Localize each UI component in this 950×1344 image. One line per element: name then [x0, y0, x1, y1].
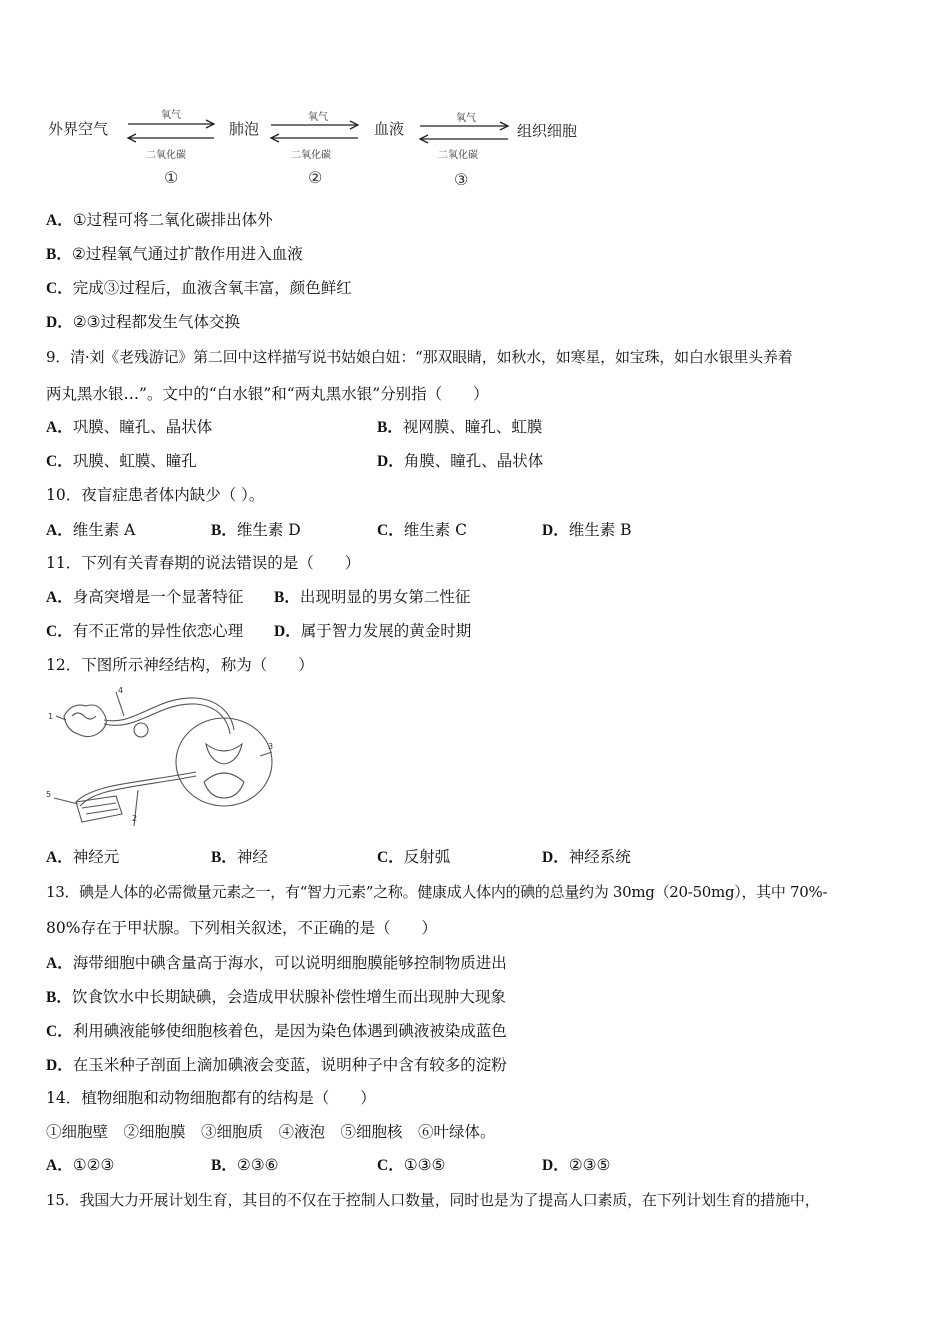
q8-option-d: D．②③过程都发生气体交换 [46, 313, 240, 331]
q14-option-c: C．①③⑤ [377, 1156, 446, 1174]
q14-items: ①细胞壁 ②细胞膜 ③细胞质 ④液泡 ⑤细胞核 ⑥叶绿体。 [46, 1123, 496, 1141]
q11-option-a: A．身高突增是一个显著特征 [46, 588, 244, 606]
q12-option-d: D．神经系统 [542, 848, 631, 866]
q12-option-b: B．神经 [211, 848, 268, 866]
q14-stem: 14．植物细胞和动物细胞都有的结构是（ ） [46, 1089, 376, 1107]
arrow-label-co2-1: 二氧化碳 [146, 150, 186, 161]
q8-option-c: C．完成③过程后，血液含氧丰富，颜色鲜红 [46, 279, 352, 297]
reflex-arc-drawing [46, 686, 276, 826]
q9-stem-line1: 9．清·刘《老残游记》第二回中这样描写说书姑娘白妞：“那双眼睛，如秋水，如寒星，如宝珠，如白水银里头养着 [46, 348, 793, 366]
step-2-label: ② [308, 168, 323, 187]
q13-option-b: B．饮食饮水中长期缺碘，会造成甲状腺补偿性增生而出现肿大现象 [46, 988, 506, 1006]
step-1-label: ① [164, 168, 179, 187]
q13-stem-line2: 80%存在于甲状腺。下列相关叙述，不正确的是（ ） [46, 919, 437, 937]
arrow-label-co2-2: 二氧化碳 [291, 150, 331, 161]
arrow-label-oxygen-2: 氧气 [308, 112, 328, 123]
arrow-label-co2-3: 二氧化碳 [438, 150, 478, 161]
gas-exchange-diagram [46, 100, 606, 192]
q12-option-a: A．神经元 [46, 848, 120, 866]
q10-option-d: D．维生素 B [542, 521, 632, 539]
q14-option-d: D．②③⑤ [542, 1156, 611, 1174]
q13-option-d: D．在玉米种子剖面上滴加碘液会变蓝，说明种子中含有较多的淀粉 [46, 1056, 507, 1074]
node-outside-air: 外界空气 [48, 120, 109, 138]
q10-stem: 10．夜盲症患者体内缺少（ ）。 [46, 486, 265, 504]
q9-option-c: C．巩膜、虹膜、瞳孔 [46, 452, 197, 470]
exchange-arrows [46, 100, 606, 192]
q8-option-a: A．①过程可将二氧化碳排出体外 [46, 211, 273, 229]
q9-option-a: A．巩膜、瞳孔、晶状体 [46, 418, 213, 436]
figure-label-3: 3 [268, 742, 274, 751]
q10-option-c: C．维生素 C [377, 521, 467, 539]
q11-option-d: D．属于智力发展的黄金时期 [274, 622, 472, 640]
q9-option-b: B．视网膜、瞳孔、虹膜 [377, 418, 543, 436]
q10-option-a: A．维生素 A [46, 521, 136, 539]
q15-stem: 15．我国大力开展计划生育，其目的不仅在于控制人口数量，同时也是为了提高人口素质，在下列计划生育的措施中， [46, 1191, 820, 1209]
arrow-label-oxygen-3: 氧气 [456, 113, 476, 124]
figure-label-1: 1 [48, 712, 54, 721]
reflex-arc-figure [46, 686, 276, 826]
node-blood: 血液 [374, 120, 405, 138]
arrow-label-oxygen-1: 氧气 [161, 110, 181, 121]
q11-stem: 11．下列有关青春期的说法错误的是（ ） [46, 554, 361, 572]
q10-option-b: B．维生素 D [211, 521, 301, 539]
q11-option-b: B．出现明显的男女第二性征 [274, 588, 471, 606]
q11-option-c: C．有不正常的异性依恋心理 [46, 622, 244, 640]
q12-stem: 12．下图所示神经结构，称为（ ） [46, 656, 314, 674]
q9-option-d: D．角膜、瞳孔、晶状体 [377, 452, 544, 470]
q9-stem-line2: 两丸黑水银…”。文中的“白水银”和“两丸黑水银”分别指（ ） [46, 385, 489, 403]
node-alveoli: 肺泡 [229, 120, 260, 138]
figure-label-5: 5 [46, 790, 52, 799]
q8-option-b: B．②过程氧气通过扩散作用进入血液 [46, 245, 303, 263]
figure-label-2: 2 [132, 814, 138, 823]
q14-option-a: A．①②③ [46, 1156, 115, 1174]
q12-option-c: C．反射弧 [377, 848, 451, 866]
node-tissue-cells: 组织细胞 [517, 122, 578, 140]
q13-option-c: C．利用碘液能够使细胞核着色，是因为染色体遇到碘液被染成蓝色 [46, 1022, 507, 1040]
figure-label-4: 4 [118, 686, 124, 695]
q13-stem-line1: 13．碘是人体的必需微量元素之一，有“智力元素”之称。健康成人体内的碘的总量约为 30mg（20-50mg），其中 70%- [46, 883, 828, 901]
step-3-label: ③ [454, 170, 469, 189]
q14-option-b: B．②③⑥ [211, 1156, 279, 1174]
q13-option-a: A．海带细胞中碘含量高于海水，可以说明细胞膜能够控制物质进出 [46, 954, 507, 972]
